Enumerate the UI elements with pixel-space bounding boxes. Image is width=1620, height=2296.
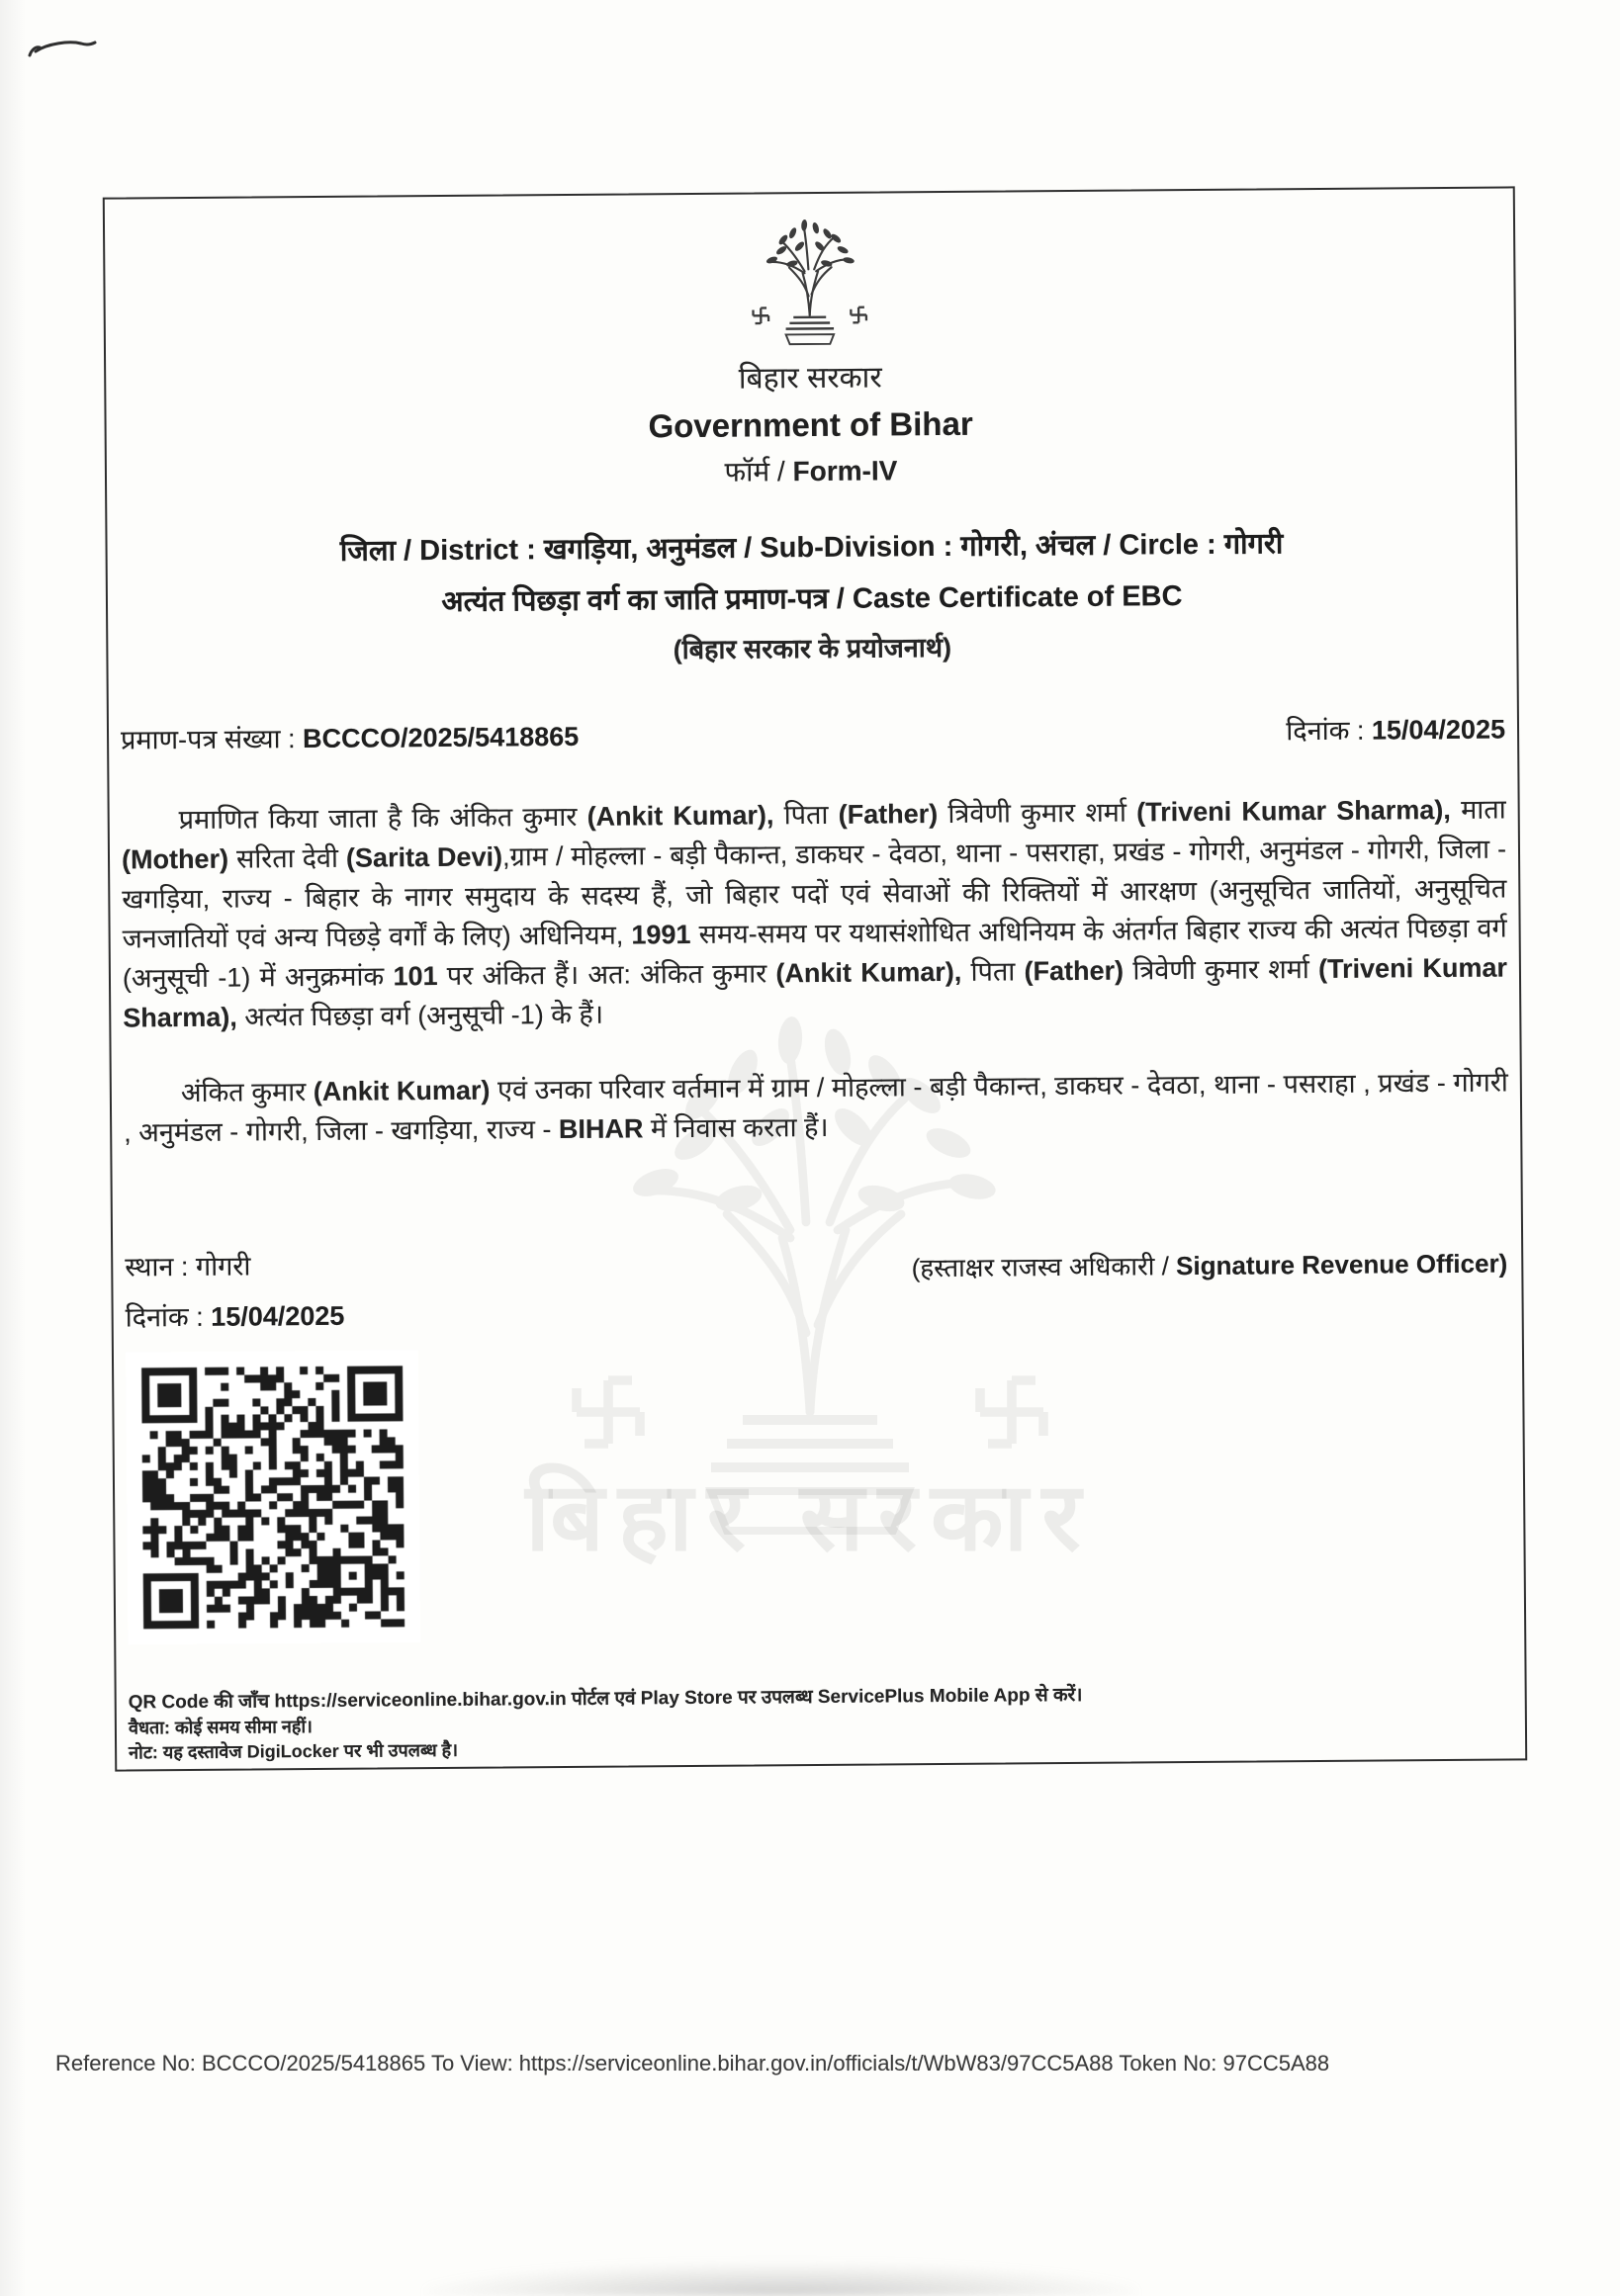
government-name-hindi: बिहार सरकार xyxy=(738,361,882,396)
certificate-meta-row xyxy=(121,710,1505,757)
scan-bottom-smudge xyxy=(425,2262,1137,2296)
qr-code xyxy=(126,1350,420,1644)
certificate-number: प्रमाण-पत्र संख्या : BCCCO/2025/5418865 xyxy=(120,721,580,755)
certificate-purpose-line: (बिहार सरकार के प्रयोजनार्थ) xyxy=(673,632,952,665)
qr-verification-note: QR Code की जाँच https://serviceonline.bihar.gov.in पोर्टल एवं Play Store पर उपलब्ध ServicePlus Mobile App से करें। xyxy=(128,1684,1083,1714)
issue-date: दिनांक : 15/04/2025 xyxy=(1286,714,1506,747)
signature-officer-label: (हस्ताक्षर राजस्व अधिकारी / Signature Revenue Officer) xyxy=(911,1248,1508,1283)
bihar-government-emblem xyxy=(747,208,872,353)
certificate-body-paragraph: प्रमाणित किया जाता है कि अंकित कुमार (Ankit Kumar), पिता (Father) त्रिवेणी कुमार शर्मा (Triveni Kumar Sharma), माता (Mother) सरिता देवी (Sarita Devi),ग्राम / मोहल्ला - बड़ी पैकान्त, डाकघर - देवठा, थाना - पसराहा, प्रखंड - गोगरी, अनुमंडल - गोगरी, जिला - खगड़िया, राज्य - बिहार के नागर समुदाय के सदस्य हैं, जो बिहार पदों एवं सेवाओं की रिक्तियों में आरक्षण (अनुसूचित जातियों, अनुसूचित जनजातियों एवं अन्य पिछड़े वर्गों के लिए) अधिनियम, 1991 समय-समय पर यथासंशोधित अधिनियम के अंतर्गत बिहार राज्य की अत्यंत पिछड़ा वर्ग (अनुसूची -1) में अनुक्रमांक 101 पर अंकित हैं। अत: अंकित कुमार (Ankit Kumar), पिता (Father) त्रिवेणी कुमार शर्मा (Triveni Kumar Sharma), अत्यंत पिछड़ा वर्ग (अनुसूची -1) के हैं। xyxy=(121,794,1508,1033)
watermark-text: बिहार सरकार xyxy=(525,1464,1095,1570)
signature-date-line: दिनांक : 15/04/2025 xyxy=(125,1300,345,1333)
government-name-english: Government of Bihar xyxy=(648,404,973,445)
validity-note: वैधता: कोई समय सीमा नहीं। xyxy=(128,1717,313,1738)
signature-section xyxy=(125,1236,1512,1644)
pen-stroke-mark xyxy=(26,36,99,63)
certificate-title-line: अत्यंत पिछड़ा वर्ग का जाति प्रमाण-पत्र / Caste Certificate of EBC xyxy=(441,580,1183,618)
scan-edge-shadow xyxy=(0,0,26,2296)
form-number-line: फॉर्म / Form-IV xyxy=(724,455,898,487)
certificate-border-box xyxy=(103,186,1527,1771)
digilocker-note: नोट: यह दस्तावेज DigiLocker पर भी उपलब्ध है। xyxy=(129,1739,459,1763)
place-date-block xyxy=(125,1245,420,1644)
residence-paragraph: अंकित कुमार (Ankit Kumar) एवं उनका परिवार वर्तमान में ग्राम / मोहल्ला - बड़ी पैकान्त, डाकघर - देवठा, थाना - पसराहा , प्रखंड - गोगरी , अनुमंडल - गोगरी, जिला - खगड़िया, राज्य - BIHAR में निवास करता हैं। xyxy=(124,1067,1508,1148)
footnotes-block xyxy=(129,1679,1514,1765)
footer-reference-line: Reference No: BCCCO/2025/5418865 To View: https://serviceonline.bihar.gov.in/officials/t/WbW83/97CC5A88 Token No: 97CC5A88 xyxy=(55,2051,1330,2075)
place-line: स्थान : गोगरी xyxy=(125,1251,251,1282)
district-subdivision-circle-line: जिला / District : खगड़िया, अनुमंडल / Sub-Division : गोगरी, अंचल / Circle : गोगरी xyxy=(339,528,1284,568)
certificate-header xyxy=(117,203,1505,671)
